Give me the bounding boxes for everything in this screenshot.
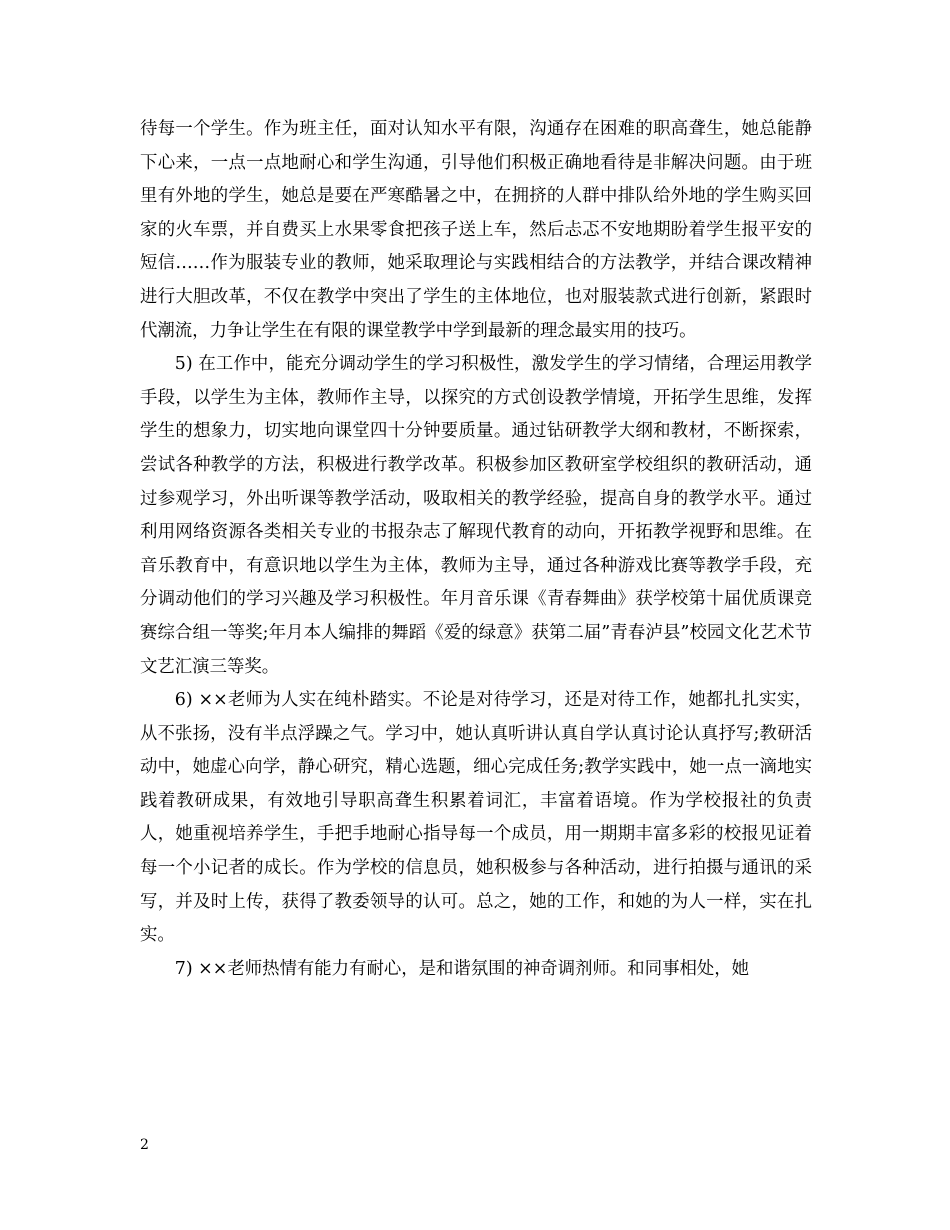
paragraph-item-5: 5) 在工作中，能充分调动学生的学习积极性，激发学生的学习情绪，合理运用教学手段，以学生为主体，教师作主导，以探究的方式创设教学情境，开拓学生思维，发挥学生的想象力，切实地向课堂四十分钟要质量。通过钻研教学大纲和教材，不断探索，尝试各种教学的方法，积极进行教学改革。积极参加区教研室学校组织的教研活动，通过参观学习，外出听课等教学活动，吸取相关的教学经验，提高自身的教学水平。通过利用网络资源各类相关专业的书报杂志了解现代教育的动向，开拓教学视野和思维。在音乐教育中，有意识地以学生为主体，教师为主导，通过各种游戏比赛等教学手段，充分调动他们的学习兴趣及学习积极性。年月音乐课《青春舞曲》获学校第十届优质课竞赛综合组一等奖;年月本人编排的舞蹈《爱的绿意》获第二届”青春泸县”校园文化艺术节文艺汇演三等奖。 — [140, 354, 812, 677]
page-number: 2 — [140, 1137, 149, 1153]
paragraph-item-6: 6) ××老师为人实在纯朴踏实。不论是对待学习，还是对待工作，她都扎扎实实，从不张扬，没有半点浮躁之气。学习中，她认真听讲认真自学认真讨论认真抒写;教研活动中，她虚心向学，静心研究，精心选题，细心完成任务;教学实践中，她一点一滴地实践着教研成果，有效地引导职高聋生积累着词汇，丰富着语境。作为学校报社的负责人，她重视培养学生，手把手地耐心指导每一个成员，用一期期丰富多彩的校报见证着每一个小记者的成长。作为学校的信息员，她积极参与各种活动，进行拍摄与通讯的采写，并及时上传，获得了教委领导的认可。总之，她的工作，和她的为人一样，实在扎实。 — [140, 690, 812, 946]
body-text — [140, 113, 812, 986]
paragraph-item-7: 7) ××老师热情有能力有耐心，是和谐氛围的神奇调剂师。和同事相处，她 — [174, 958, 750, 979]
paragraph-continuation: 待每一个学生。作为班主任，面对认知水平有限，沟通存在困难的职高聋生，她总能静下心来，一点一点地耐心和学生沟通，引导他们积极正确地看待是非解决问题。由于班里有外地的学生，她总是要在严寒酷暑之中，在拥挤的人群中排队给外地的学生购买回家的火车票，并自费买上水果零食把孩子送上车，然后忐忑不安地期盼着学生报平安的短信……作为服装专业的教师，她采取理论与实践相结合的方法教学，并结合课改精神进行大胆改革，不仅在教学中突出了学生的主体地位，也对服装款式进行创新，紧跟时代潮流，力争让学生在有限的课堂教学中学到最新的理念最实用的技巧。 — [140, 119, 812, 341]
